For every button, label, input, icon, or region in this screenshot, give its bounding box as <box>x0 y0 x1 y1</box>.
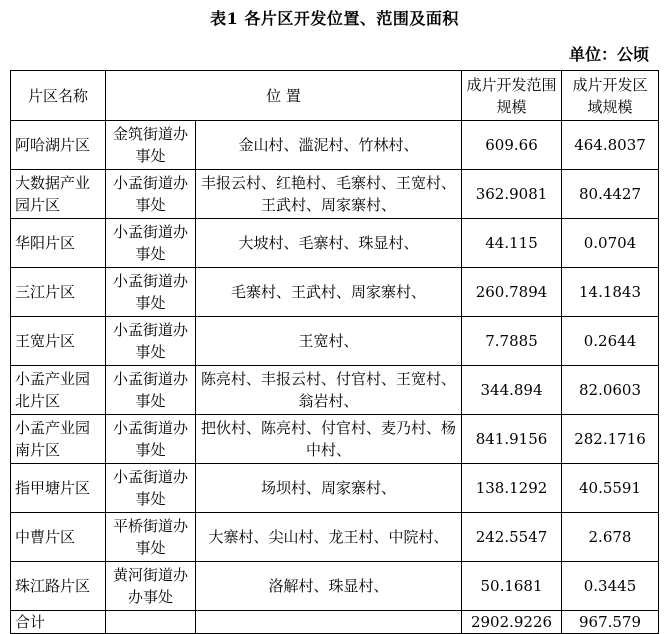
dev-scope-cell: 44.115 <box>462 219 562 268</box>
dev-scope-cell: 7.7885 <box>462 317 562 366</box>
table-row <box>11 170 659 219</box>
header-zone-area: 成片开发区域规模 <box>562 71 659 121</box>
total-row <box>11 611 659 634</box>
table-header-row <box>11 71 659 121</box>
zone-area-cell: 80.4427 <box>562 170 659 219</box>
table-row <box>11 415 659 464</box>
table-row <box>11 562 659 611</box>
villages-cell: 金山村、滥泥村、竹林村、 <box>196 121 462 170</box>
table-row <box>11 366 659 415</box>
office-cell: 小孟街道办事处 <box>106 415 196 464</box>
dev-scope-cell: 260.7894 <box>462 268 562 317</box>
header-location: 位 置 <box>106 71 462 121</box>
zone-area-cell: 2.678 <box>562 513 659 562</box>
villages-cell: 洛解村、珠显村、 <box>196 562 462 611</box>
dev-scope-cell: 138.1292 <box>462 464 562 513</box>
header-zone-name: 片区名称 <box>11 71 106 121</box>
office-cell: 小孟街道办事处 <box>106 464 196 513</box>
zone-area-cell: 0.3445 <box>562 562 659 611</box>
zone-area-cell: 0.0704 <box>562 219 659 268</box>
total-label-cell: 合计 <box>11 611 106 634</box>
zone-area-cell: 82.0603 <box>562 366 659 415</box>
dev-scope-cell: 841.9156 <box>462 415 562 464</box>
zone-name-cell: 阿哈湖片区 <box>11 121 106 170</box>
office-cell: 金筑街道办事处 <box>106 121 196 170</box>
villages-cell: 把伙村、陈亮村、付官村、麦乃村、杨中村、 <box>196 415 462 464</box>
document-title: 表1 各片区开发位置、范围及面积 <box>210 9 459 28</box>
office-cell: 小孟街道办事处 <box>106 366 196 415</box>
zone-area-cell: 282.1716 <box>562 415 659 464</box>
office-cell: 小孟街道办事处 <box>106 170 196 219</box>
unit-label: 单位：公顷 <box>568 45 649 64</box>
table-row <box>11 121 659 170</box>
villages-cell: 大寨村、尖山村、龙王村、中院村、 <box>196 513 462 562</box>
villages-cell: 场坝村、周家寨村、 <box>196 464 462 513</box>
dev-scope-cell: 242.5547 <box>462 513 562 562</box>
dev-scope-cell: 344.894 <box>462 366 562 415</box>
table-row <box>11 268 659 317</box>
villages-cell: 丰报云村、红艳村、毛寨村、王宽村、王武村、周家寨村、 <box>196 170 462 219</box>
villages-cell: 王宽村、 <box>196 317 462 366</box>
dev-scope-cell: 609.66 <box>462 121 562 170</box>
office-cell: 小孟街道办事处 <box>106 317 196 366</box>
zone-area-table <box>10 70 659 634</box>
zone-name-cell: 三江片区 <box>11 268 106 317</box>
table-row <box>11 513 659 562</box>
office-cell: 黄河街道办办事处 <box>106 562 196 611</box>
total-empty-cell <box>196 611 462 634</box>
zone-name-cell: 珠江路片区 <box>11 562 106 611</box>
zone-area-cell: 14.1843 <box>562 268 659 317</box>
zone-name-cell: 王宽片区 <box>11 317 106 366</box>
zone-name-cell: 大数据产业园片区 <box>11 170 106 219</box>
zone-area-cell: 40.5591 <box>562 464 659 513</box>
zone-area-cell: 0.2644 <box>562 317 659 366</box>
table-row <box>11 317 659 366</box>
villages-cell: 毛寨村、王武村、周家寨村、 <box>196 268 462 317</box>
zone-name-cell: 华阳片区 <box>11 219 106 268</box>
table-row <box>11 464 659 513</box>
zone-name-cell: 指甲塘片区 <box>11 464 106 513</box>
dev-scope-cell: 362.9081 <box>462 170 562 219</box>
total-zone-area-cell: 967.579 <box>562 611 659 634</box>
office-cell: 小孟街道办事处 <box>106 219 196 268</box>
zone-name-cell: 中曹片区 <box>11 513 106 562</box>
villages-cell: 陈亮村、丰报云村、付官村、王宽村、翁岩村、 <box>196 366 462 415</box>
header-dev-scope: 成片开发范围规模 <box>462 71 562 121</box>
zone-name-cell: 小孟产业园北片区 <box>11 366 106 415</box>
total-empty-cell <box>106 611 196 634</box>
total-dev-scope-cell: 2902.9226 <box>462 611 562 634</box>
dev-scope-cell: 50.1681 <box>462 562 562 611</box>
table-row <box>11 219 659 268</box>
office-cell: 平桥街道办事处 <box>106 513 196 562</box>
zone-name-cell: 小孟产业园南片区 <box>11 415 106 464</box>
office-cell: 小孟街道办事处 <box>106 268 196 317</box>
villages-cell: 大坡村、毛寨村、珠显村、 <box>196 219 462 268</box>
zone-area-cell: 464.8037 <box>562 121 659 170</box>
